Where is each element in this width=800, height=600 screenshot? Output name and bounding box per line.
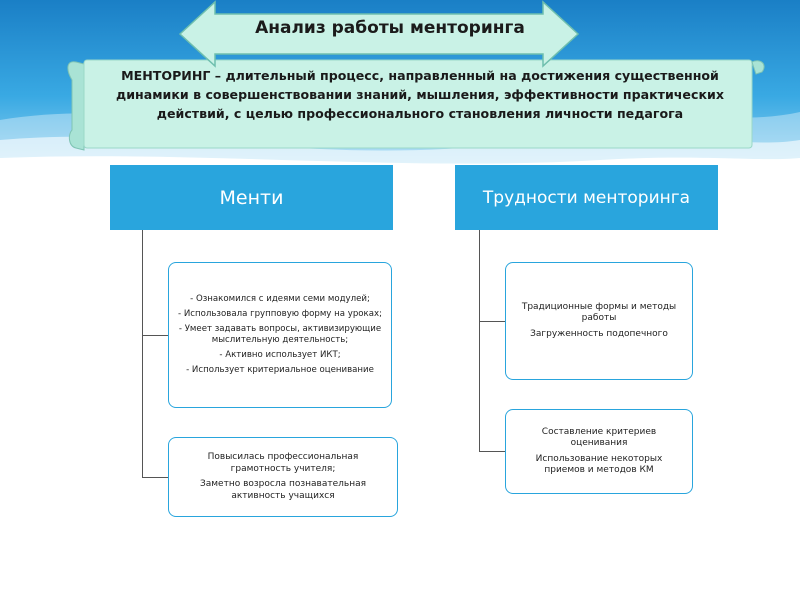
card-line: - Активно использует ИКТ; [219, 350, 341, 360]
header-menti: Менти [110, 165, 393, 230]
connector-line [479, 321, 506, 322]
connector-line [142, 230, 143, 478]
card-line: Заметно возросла познавательная активность учащихся [199, 479, 367, 501]
card-line: - Ознакомился с идеями семи модулей; [190, 294, 370, 304]
card-line: - Использовала групповую форму на уроках; [178, 309, 382, 319]
menti-results-card [168, 437, 398, 517]
connector-line [479, 451, 506, 452]
difficulties-card-1 [505, 262, 693, 380]
connector-line [479, 230, 480, 451]
definition-text: МЕНТОРИНГ – длительный процесс, направленный на достижения существенной динамики в совершенствовании знаний, мышления, эффективности практических действий, с целью профессионального становления личности педагога [116, 68, 724, 121]
connector-line [142, 477, 169, 478]
card-line: Составление критериев оценивания [541, 426, 657, 448]
page-title: Анализ работы менторинга [255, 18, 525, 38]
connector-line [142, 335, 169, 336]
card-line: Использование некоторых приемов и методов КМ [535, 453, 663, 475]
card-line: Традиционные формы и методы работы [521, 301, 677, 324]
header-difficulties: Трудности менторинга [455, 165, 718, 230]
card-line: - Умеет задавать вопросы, активизирующие мыслительную деятельность; [178, 324, 382, 345]
difficulties-card-2 [505, 409, 693, 494]
card-line: Повысилась профессиональная грамотность учителя; [207, 452, 359, 474]
card-line: - Использует критериальное оценивание [186, 365, 374, 375]
card-line: Загруженность подопечного [530, 328, 668, 339]
menti-skills-card [168, 262, 392, 408]
